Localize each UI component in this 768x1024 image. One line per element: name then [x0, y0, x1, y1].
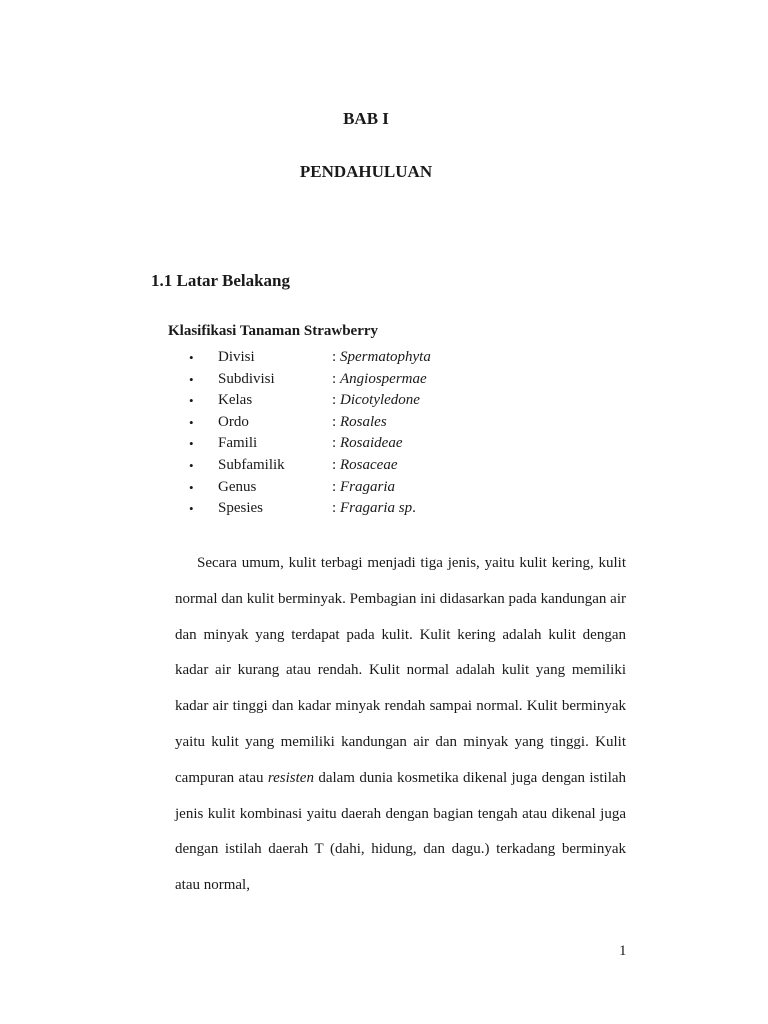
separator: :	[332, 456, 337, 473]
classification-subheading: Klasifikasi Tanaman Strawberry	[168, 323, 379, 339]
bullet-icon: •	[189, 436, 194, 452]
bullet-icon: •	[189, 350, 194, 365]
body-text-part1: Secara umum, kulit terbagi menjadi tiga jenis, yaitu kulit kering, kulit normal dan kulit berminyak. Pembagian ini didasarkan pada kandungan air dan minyak yang terdapat pada kulit. Kulit kering adalah kulit dengan kadar air kurang atau rendah. Kulit normal adalah kulit yang memiliki kadar air tinggi dan kadar minyak rendah sampai normal. Kulit berminyak yaitu kulit yang memiliki kandungan air dan minyak yang tinggi. Kulit campuran atau	[175, 555, 626, 786]
rank-label: Spesies	[218, 500, 263, 517]
section-heading: 1.1 Latar Belakang	[151, 271, 291, 290]
bullet-icon: •	[189, 371, 194, 387]
taxon-name: Rosales	[340, 413, 387, 430]
taxon-name: Fragaria sp.	[340, 500, 416, 517]
rank-label: Kelas	[218, 392, 253, 409]
rank-label: Ordo	[218, 413, 249, 430]
page-number: 1	[619, 943, 627, 959]
body-paragraph	[175, 546, 626, 904]
taxon-name: Dicotyledone	[340, 392, 420, 409]
separator: :	[332, 500, 337, 517]
separator: :	[332, 392, 337, 409]
separator: :	[332, 370, 337, 387]
chapter-number: BAB I	[343, 109, 389, 128]
taxon-name: Fragaria	[340, 478, 396, 495]
bullet-icon: •	[189, 457, 194, 473]
separator: :	[332, 478, 337, 495]
rank-label: Genus	[218, 478, 257, 495]
rank-label: Subdivisi	[218, 370, 275, 387]
taxon-name: Spermatophyta	[340, 349, 431, 365]
bullet-icon: •	[189, 393, 194, 409]
rank-label: Famili	[218, 435, 258, 452]
rank-label: Divisi	[218, 349, 255, 365]
taxon-name: Rosaideae	[340, 435, 403, 452]
taxon-name: Rosaceae	[340, 456, 398, 473]
italic-term: resisten	[267, 769, 314, 786]
body-text-part2: dalam dunia kosmetika dikenal juga dengan istilah jenis kulit kombinasi yaitu daerah dengan bagian tengah atau dikenal juga dengan istilah daerah T (dahi, hidung, dan dagu.) terkadang berminyak atau normal,	[175, 769, 627, 894]
separator: :	[332, 349, 337, 365]
taxon-name: Angiospermae	[340, 370, 427, 387]
separator: :	[332, 413, 337, 430]
chapter-title: PENDAHULUAN	[299, 162, 433, 181]
bullet-icon: •	[189, 479, 194, 495]
bullet-icon: •	[189, 501, 194, 517]
bullet-icon: •	[189, 414, 194, 430]
rank-label: Subfamilik	[218, 456, 285, 473]
separator: :	[332, 435, 337, 452]
